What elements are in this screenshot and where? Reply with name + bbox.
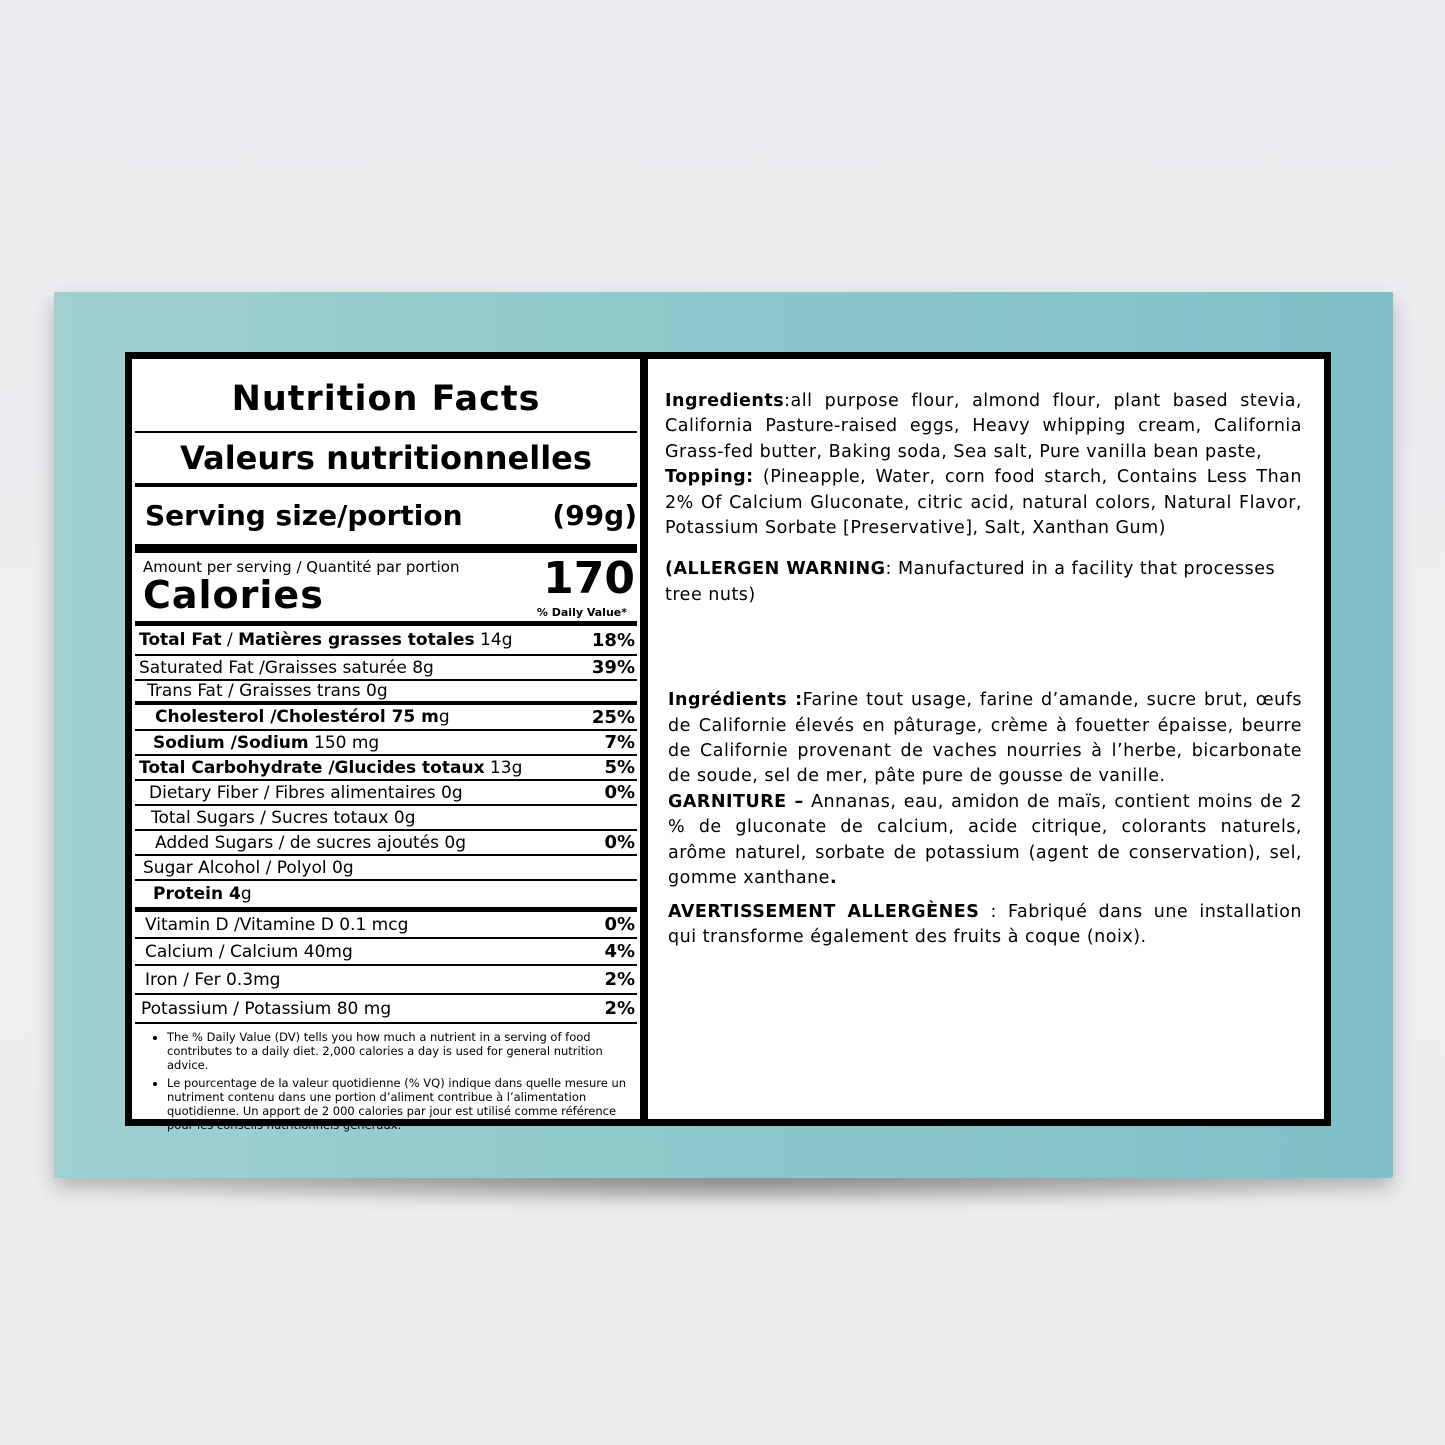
nutrient-label — [151, 808, 416, 828]
nutrient-row — [135, 881, 637, 909]
nutrient-amount: 14g — [474, 630, 513, 650]
vitamin-label: Calcium / Calcium 40mg — [145, 941, 353, 962]
nutrient-label — [139, 630, 512, 650]
nutrient-daily-value: 7% — [604, 732, 635, 753]
nutrient-label-bold: Total Fat — [139, 630, 222, 650]
calories-value: 170 — [543, 553, 635, 604]
nutrient-label — [139, 758, 522, 778]
allergen-en — [665, 557, 1302, 608]
allergen-en-text: : Manufactured in a facility that processes tree nuts) — [665, 559, 1276, 605]
nutrition-facts-subtitle-fr: Valeurs nutritionnelles — [135, 433, 637, 487]
ingredients-en-text: :all purpose flour, almond flour, plant based stevia, California Pasture-raised eggs, Heavy whipping cream, California Grass-fed butter, Baking soda, Sea salt, Pure vanilla bean paste, — [665, 391, 1302, 462]
nutrient-row — [135, 705, 637, 731]
nutrient-row — [135, 856, 637, 881]
calories-block — [135, 553, 637, 626]
nutrient-row — [135, 681, 637, 705]
serving-size-row — [135, 487, 637, 553]
ingredients-fr-block — [665, 688, 1302, 950]
topping-fr-label: GARNITURE – — [668, 791, 804, 812]
ingredients-panel — [648, 359, 1324, 1119]
topping-en-label: Topping: — [665, 467, 754, 488]
footnotes — [135, 1024, 637, 1132]
nutrient-label — [155, 707, 450, 727]
nutrient-label-bold2: Matières grasses totales — [238, 630, 475, 650]
amount-per-serving-label: Amount per serving / Quantité par portion — [143, 558, 460, 576]
vitamin-label: Iron / Fer 0.3mg — [145, 969, 281, 990]
vitamin-label: Vitamin D /Vitamine D 0.1 mcg — [145, 914, 409, 935]
vitamin-daily-value: 0% — [604, 914, 635, 935]
nutrient-row — [135, 626, 637, 656]
nutrient-label: Trans Fat / Graisses trans — [147, 681, 361, 701]
serving-size-value: (99g) — [552, 499, 637, 532]
nutrient-daily-value: 18% — [591, 629, 635, 651]
nutrient-daily-value: 0% — [604, 782, 635, 803]
nutrient-label: Added Sugars / de sucres ajoutés — [155, 832, 439, 853]
nutrient-daily-value: 5% — [604, 757, 635, 778]
nutrient-label: Dietary Fiber / Fibres alimentaires — [149, 782, 442, 803]
nutrient-label-bold: Cholesterol /Cholestérol 75 m — [155, 707, 439, 727]
nutrient-label — [149, 783, 463, 803]
nutrient-amount: 8g — [406, 657, 434, 678]
nutrient-amount: 0g — [326, 857, 354, 878]
nutrient-daily-value: 25% — [591, 706, 635, 728]
topping-fr-text: Annanas, eau, amidon de maïs, contient moins de 2 % de gluconate de calcium, acide citrique, colorants naturels, arôme naturel, sorbate de potassium (agent de conservation), sel, gomme xanthane — [668, 791, 1302, 889]
nutrient-label — [139, 658, 434, 678]
nutrient-daily-value: 0% — [604, 832, 635, 853]
nutrition-facts-title: Nutrition Facts — [135, 359, 637, 433]
nutrient-label: Saturated Fat /Graisses saturée — [139, 657, 407, 678]
nutrient-amount: 0g — [439, 832, 467, 853]
nutrient-amount: 0g — [360, 681, 388, 701]
vitamin-label: Potassium / Potassium 80 mg — [141, 998, 392, 1019]
nutrient-amount: g — [240, 884, 252, 904]
nutrient-label-bold: Sodium /Sodium — [153, 732, 309, 753]
nutrient-label — [147, 681, 388, 701]
nutrient-label — [153, 884, 252, 904]
footnote-en: • The % Daily Value (DV) tells you how much a nutrient in a serving of food contributes to a daily diet. 2,000 calories a day is used for general nutrition advice. — [167, 1030, 629, 1072]
allergen-fr-text: : Fabriqué dans une installation qui transforme également des fruits à coque (noix). — [668, 901, 1302, 947]
ingredients-en — [665, 389, 1302, 465]
nutrient-amount: 150 mg — [308, 732, 380, 753]
nutrient-label — [153, 733, 379, 753]
nutrient-amount: 0g — [388, 807, 416, 828]
nutrient-label: Sugar Alcohol / Polyol — [143, 857, 327, 878]
nutrient-label: / — [221, 630, 239, 650]
topping-fr — [668, 790, 1302, 892]
ingredients-fr-text: Farine tout usage, farine d’amande, sucre brut, œufs de Californie élevés en pâturage, crème à fouetter épaisse, beurre de Californie provenant de vaches nourries à l’herbe, bicarbonate de soude, sel de mer, pâte pure de gousse de vanille. — [668, 690, 1302, 787]
vitamin-row — [135, 912, 637, 939]
allergen-fr-label: AVERTISSEMENT ALLERGÈNES — [668, 901, 980, 922]
allergen-en-label: (ALLERGEN WARNING — [665, 559, 886, 580]
nutrient-row — [135, 756, 637, 781]
nutrient-row — [135, 656, 637, 681]
nutrient-label-bold: Total Carbohydrate /Glucides totaux — [139, 757, 485, 778]
topping-en — [665, 465, 1302, 541]
nutrient-amount: 0g — [441, 782, 463, 803]
nutrient-row — [135, 806, 637, 831]
calories-label: Calories — [143, 573, 324, 617]
vitamin-row — [135, 966, 637, 995]
nutrient-label — [143, 858, 354, 878]
serving-size-label: Serving size/portion — [145, 499, 463, 532]
product-label — [125, 352, 1331, 1132]
nutrient-amount: 13g — [484, 757, 523, 778]
nutrient-label: Total Sugars / Sucres totaux — [151, 807, 389, 828]
vitamin-daily-value: 2% — [604, 998, 635, 1019]
topping-fr-end: . — [829, 868, 838, 889]
vitamin-row — [135, 939, 637, 966]
nutrient-row — [135, 731, 637, 756]
nutrition-facts-panel — [132, 359, 640, 1132]
footnote-fr: • Le pourcentage de la valeur quotidienne (% VQ) indique dans quelle mesure un nutriment contenu dans une portion d’aliment contribue à l’alimentation quotidienne. Un apport de 2 000 calories par jour est utilisé comme référence pour les conseils nutritionnels généraux.* — [167, 1076, 629, 1132]
daily-value-header: % Daily Value* — [536, 606, 627, 619]
nutrient-label — [155, 833, 466, 853]
nutrient-label-bold: Protein 4 — [153, 884, 241, 904]
vitamin-rows — [135, 909, 637, 1024]
nutrient-row — [135, 781, 637, 806]
topping-en-text: (Pineapple, Water, corn food starch, Contains Less Than 2% Of Calcium Gluconate, citric acid, natural colors, Natural Flavor, Potassium Sorbate [Preservative], Salt, Xanthan Gum) — [665, 467, 1302, 539]
allergen-fr — [668, 900, 1302, 951]
vitamin-daily-value: 2% — [604, 969, 635, 990]
ingredients-en-label: Ingredients — [665, 391, 785, 411]
nutrient-rows — [135, 626, 637, 909]
vitamin-row — [135, 995, 637, 1024]
nutrient-amount: g — [438, 707, 450, 727]
ingredients-fr-label: Ingrédients : — [668, 690, 803, 711]
nutrient-daily-value: 39% — [591, 657, 635, 678]
nutrient-row — [135, 831, 637, 856]
ingredients-fr — [668, 688, 1302, 790]
vitamin-daily-value: 4% — [604, 941, 635, 962]
